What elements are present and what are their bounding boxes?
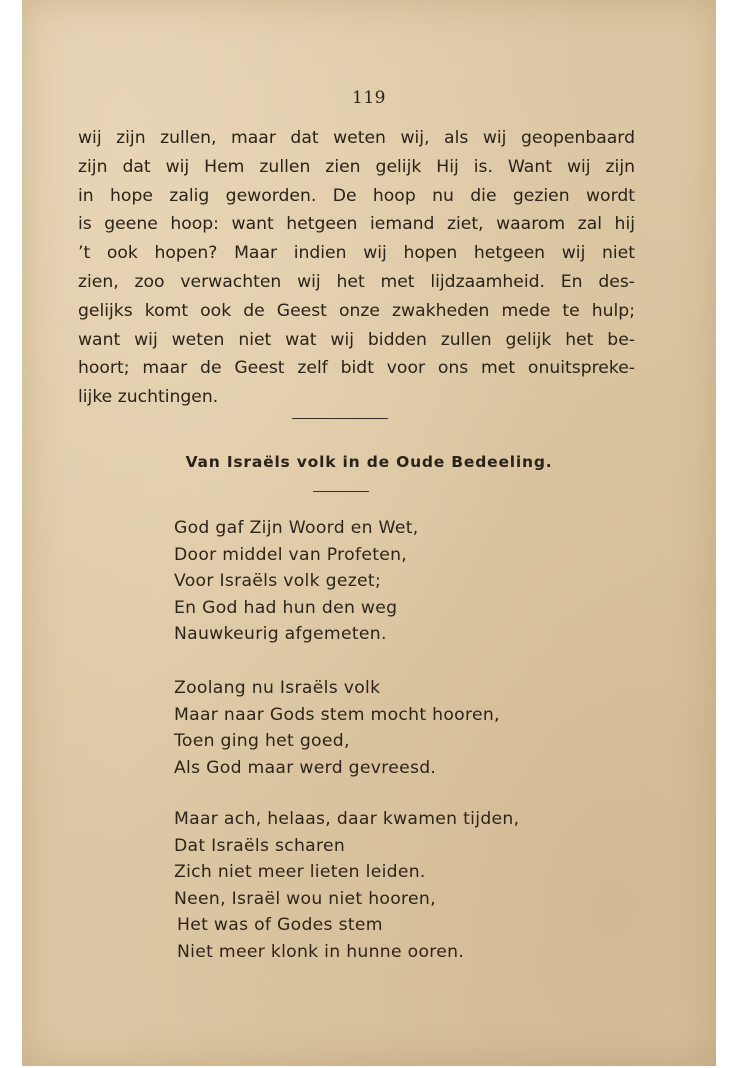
verse-line: Niet meer klonk in hunne ooren.: [177, 941, 465, 962]
verse-line: Nauwkeurig afgemeten.: [174, 624, 387, 645]
section-divider-bottom: [313, 491, 369, 492]
prose-line: gelijks komt ook de Geest onze zwakheden mede te hulp;: [78, 300, 635, 321]
poem-stanza: [174, 806, 519, 966]
verse-line: Maar naar Gods stem mocht hooren,: [174, 704, 500, 725]
prose-line: is geene hoop: want hetgeen iemand ziet, waarom zal hij: [78, 214, 635, 235]
prose-line: want wij weten niet wat wij bidden zullen gelijk het be-: [78, 329, 635, 350]
verse-line: Voor Israëls volk gezet;: [174, 571, 382, 592]
verse-line: Zoolang nu Israëls volk: [174, 678, 381, 698]
page-number: 119: [352, 88, 386, 108]
book-page: [22, 0, 716, 1066]
prose-line: zijn dat wij Hem zullen zien gelijk Hij is. Want wij zijn: [78, 156, 635, 177]
verse-line: Neen, Israël wou niet hooren,: [174, 888, 436, 909]
verse-line: Het was of Godes stem: [177, 915, 383, 936]
prose-line: hoort; maar de Geest zelf bidt voor ons met onuitspreke-: [78, 358, 635, 379]
verse-line: God gaf Zijn Woord en Wet,: [174, 518, 419, 538]
verse-line: Toen ging het goed,: [174, 731, 350, 752]
verse-line: Door middel van Profeten,: [174, 544, 408, 565]
verse-line: Zich niet meer lieten leiden.: [174, 862, 426, 883]
verse-line: Dat Israëls scharen: [174, 835, 346, 856]
poem-stanza: [174, 515, 419, 648]
prose-line: lijke zuchtingen.: [78, 387, 219, 408]
verse-line: Als God maar werd gevreesd.: [174, 757, 437, 778]
section-divider-top: [292, 418, 388, 419]
verse-line: En God had hun den weg: [174, 597, 398, 618]
poem-stanza: [174, 675, 500, 781]
prose-line: ’t ook hopen? Maar indien wij hopen hetgeen wij niet: [78, 243, 635, 264]
section-heading: Van Israëls volk in de Oude Bedeeling.: [185, 453, 553, 471]
prose-paragraph: [78, 124, 635, 412]
verse-line: Maar ach, helaas, daar kwamen tijden,: [174, 809, 520, 829]
prose-line: zien, zoo verwachten wij het met lijdzaamheid. En des-: [78, 271, 635, 292]
prose-line: in hope zalig geworden. De hoop nu die gezien wordt: [78, 185, 635, 206]
prose-line: wij zijn zullen, maar dat weten wij, als wij geopenbaard: [78, 128, 635, 148]
